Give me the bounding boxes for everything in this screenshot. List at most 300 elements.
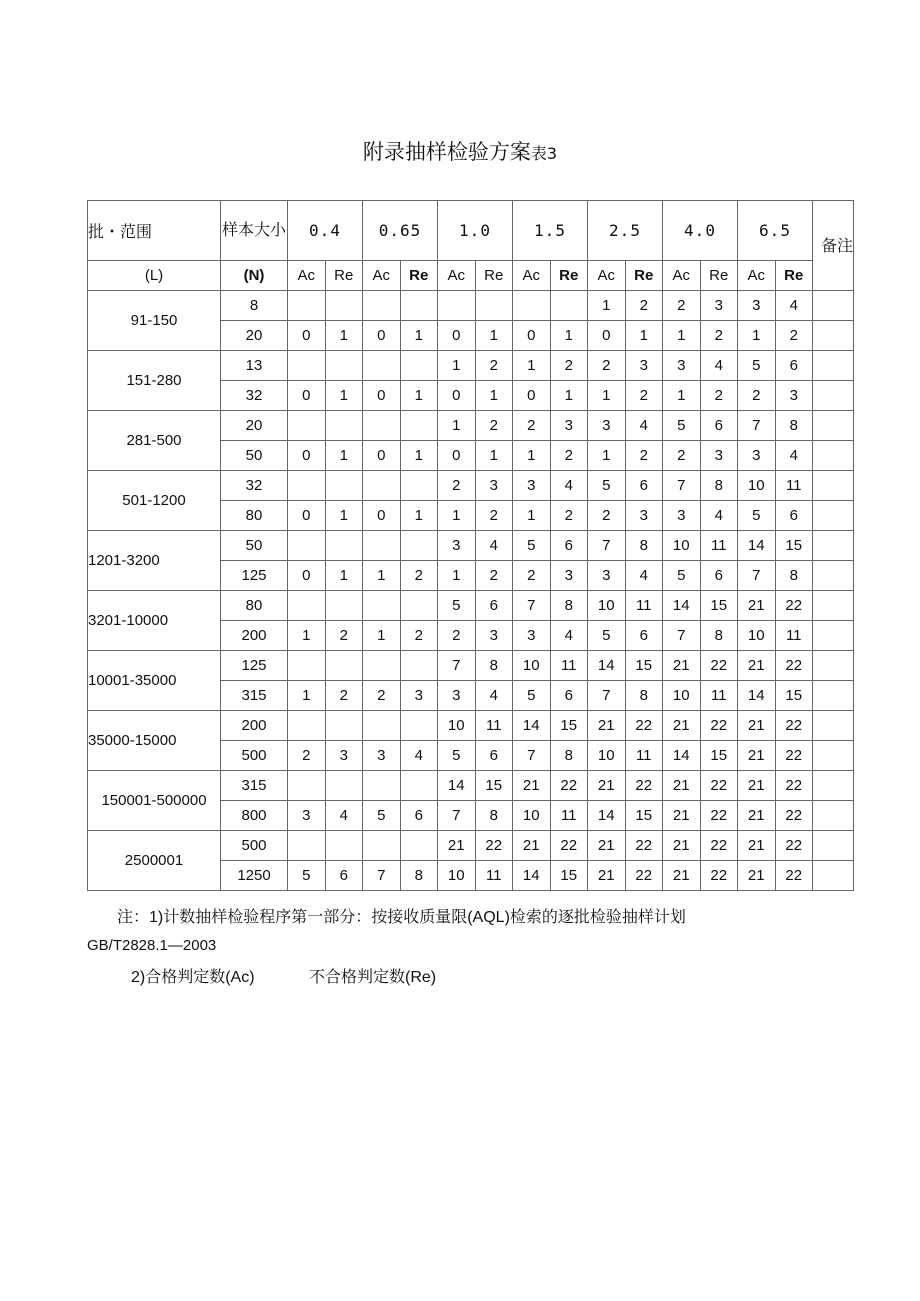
remarks-cell [813, 681, 854, 711]
re-cell: 15 [625, 651, 663, 681]
re-cell: 6 [775, 501, 813, 531]
ac-cell: 14 [588, 801, 626, 831]
remarks-cell [813, 621, 854, 651]
re-cell [325, 771, 363, 801]
ac-cell: 3 [588, 411, 626, 441]
sampling-plan-table [87, 200, 854, 891]
header-remarks: 备注 [813, 201, 854, 291]
re-cell: 22 [700, 771, 738, 801]
ac-cell: 21 [663, 711, 701, 741]
re-cell [400, 591, 438, 621]
header-ac: Ac [663, 261, 701, 291]
header-ac: Ac [363, 261, 401, 291]
ac-cell: 1 [363, 621, 401, 651]
re-cell: 8 [625, 681, 663, 711]
table-row [88, 471, 854, 501]
re-cell: 8 [550, 591, 588, 621]
ac-cell: 21 [438, 831, 476, 861]
sample-size-cell: 80 [221, 501, 288, 531]
remarks-cell [813, 561, 854, 591]
re-cell [400, 711, 438, 741]
ac-cell: 3 [738, 441, 776, 471]
re-cell: 22 [775, 651, 813, 681]
re-cell: 2 [325, 681, 363, 711]
sample-size-cell: 80 [221, 591, 288, 621]
header-aql: 4.0 [663, 201, 738, 261]
remarks-cell [813, 501, 854, 531]
ac-cell: 21 [513, 771, 551, 801]
re-cell: 3 [550, 411, 588, 441]
lot-range-cell: 2500001 [88, 831, 221, 891]
ac-cell [288, 351, 326, 381]
ac-cell: 2 [288, 741, 326, 771]
re-cell: 4 [775, 441, 813, 471]
ac-cell: 2 [588, 351, 626, 381]
ac-cell: 21 [738, 651, 776, 681]
re-cell [325, 411, 363, 441]
re-cell: 2 [400, 561, 438, 591]
re-cell [325, 531, 363, 561]
ac-cell: 1 [513, 441, 551, 471]
ac-cell: 1 [663, 381, 701, 411]
ac-cell: 1 [288, 621, 326, 651]
header-aql: 1.0 [438, 201, 513, 261]
ac-cell: 2 [363, 681, 401, 711]
ac-cell: 7 [738, 561, 776, 591]
re-cell: 8 [775, 561, 813, 591]
ac-cell: 2 [513, 411, 551, 441]
note-2-ac: 2)合格判定数(Ac) [131, 969, 255, 986]
header-ac: Ac [513, 261, 551, 291]
ac-cell: 7 [663, 621, 701, 651]
ac-cell [288, 291, 326, 321]
ac-cell: 14 [738, 531, 776, 561]
re-cell: 4 [325, 801, 363, 831]
table-row [88, 591, 854, 621]
re-cell: 22 [775, 591, 813, 621]
ac-cell: 10 [438, 861, 476, 891]
re-cell: 2 [625, 381, 663, 411]
re-cell: 8 [475, 651, 513, 681]
header-sample-unit: (N) [221, 261, 288, 291]
header-ac: Ac [288, 261, 326, 291]
lot-range-cell: 35000-15000 [88, 711, 221, 771]
ac-cell: 21 [588, 861, 626, 891]
ac-cell: 1 [288, 681, 326, 711]
ac-cell: 5 [738, 501, 776, 531]
header-re: Re [325, 261, 363, 291]
ac-cell: 1 [588, 291, 626, 321]
remarks-cell [813, 801, 854, 831]
ac-cell: 5 [438, 741, 476, 771]
table-row [88, 711, 854, 741]
ac-cell: 5 [663, 561, 701, 591]
re-cell: 4 [775, 291, 813, 321]
ac-cell: 0 [438, 321, 476, 351]
sample-size-cell: 8 [221, 291, 288, 321]
re-cell [325, 351, 363, 381]
re-cell: 6 [700, 561, 738, 591]
re-cell: 4 [475, 681, 513, 711]
ac-cell [363, 531, 401, 561]
ac-cell [438, 291, 476, 321]
ac-cell: 0 [588, 321, 626, 351]
sample-size-cell: 32 [221, 471, 288, 501]
lot-range-cell: 501-1200 [88, 471, 221, 531]
remarks-cell [813, 741, 854, 771]
lot-range-cell: 91-150 [88, 291, 221, 351]
sample-size-cell: 50 [221, 531, 288, 561]
ac-cell: 2 [588, 501, 626, 531]
header-aql: 1.5 [513, 201, 588, 261]
sample-size-cell: 50 [221, 441, 288, 471]
re-cell: 8 [550, 741, 588, 771]
re-cell: 11 [700, 681, 738, 711]
remarks-cell [813, 381, 854, 411]
sample-size-cell: 200 [221, 621, 288, 651]
ac-cell: 10 [663, 531, 701, 561]
ac-cell: 21 [663, 831, 701, 861]
ac-cell: 10 [588, 741, 626, 771]
note-standard: GB/T2828.1—2003 [87, 937, 217, 954]
remarks-cell [813, 771, 854, 801]
re-cell: 6 [400, 801, 438, 831]
re-cell: 1 [550, 321, 588, 351]
header-ac: Ac [588, 261, 626, 291]
re-cell: 3 [475, 471, 513, 501]
ac-cell [363, 411, 401, 441]
header-re: Re [775, 261, 813, 291]
ac-cell: 2 [663, 441, 701, 471]
re-cell: 8 [400, 861, 438, 891]
title-sub: 表3 [530, 144, 558, 163]
sample-size-cell: 1250 [221, 861, 288, 891]
re-cell: 6 [325, 861, 363, 891]
ac-cell: 7 [588, 531, 626, 561]
re-cell: 15 [625, 801, 663, 831]
ac-cell: 1 [438, 411, 476, 441]
re-cell: 2 [700, 321, 738, 351]
ac-cell: 10 [663, 681, 701, 711]
re-cell: 1 [400, 501, 438, 531]
re-cell: 2 [475, 411, 513, 441]
ac-cell: 5 [438, 591, 476, 621]
ac-cell [363, 651, 401, 681]
ac-cell: 21 [513, 831, 551, 861]
ac-cell: 1 [438, 351, 476, 381]
re-cell: 11 [550, 651, 588, 681]
re-cell: 11 [625, 741, 663, 771]
remarks-cell [813, 441, 854, 471]
remarks-cell [813, 831, 854, 861]
re-cell: 3 [475, 621, 513, 651]
ac-cell: 0 [288, 321, 326, 351]
re-cell: 4 [625, 411, 663, 441]
re-cell [475, 291, 513, 321]
ac-cell: 10 [738, 621, 776, 651]
sample-size-cell: 20 [221, 321, 288, 351]
re-cell: 1 [475, 381, 513, 411]
re-cell: 22 [625, 831, 663, 861]
re-cell: 1 [400, 321, 438, 351]
re-cell: 15 [700, 741, 738, 771]
ac-cell: 3 [438, 531, 476, 561]
ac-cell: 2 [438, 621, 476, 651]
re-cell [325, 471, 363, 501]
re-cell: 6 [475, 591, 513, 621]
re-cell: 22 [775, 741, 813, 771]
ac-cell: 21 [738, 741, 776, 771]
ac-cell: 3 [663, 351, 701, 381]
re-cell: 4 [400, 741, 438, 771]
re-cell: 1 [400, 381, 438, 411]
remarks-cell [813, 471, 854, 501]
ac-cell: 14 [663, 741, 701, 771]
re-cell: 11 [625, 591, 663, 621]
re-cell: 22 [625, 771, 663, 801]
table-row [88, 771, 854, 801]
ac-cell [363, 471, 401, 501]
re-cell [400, 531, 438, 561]
re-cell: 15 [550, 861, 588, 891]
ac-cell: 21 [738, 591, 776, 621]
re-cell: 15 [550, 711, 588, 741]
re-cell: 22 [700, 831, 738, 861]
ac-cell: 7 [588, 681, 626, 711]
re-cell: 22 [775, 861, 813, 891]
re-cell: 22 [625, 861, 663, 891]
ac-cell: 5 [738, 351, 776, 381]
sample-size-cell: 20 [221, 411, 288, 441]
re-cell: 3 [400, 681, 438, 711]
re-cell: 3 [550, 561, 588, 591]
ac-cell: 3 [513, 621, 551, 651]
remarks-cell [813, 411, 854, 441]
ac-cell: 3 [438, 681, 476, 711]
sample-size-cell: 500 [221, 741, 288, 771]
re-cell: 4 [700, 501, 738, 531]
re-cell: 22 [775, 831, 813, 861]
re-cell: 6 [625, 621, 663, 651]
ac-cell: 1 [363, 561, 401, 591]
ac-cell: 7 [438, 801, 476, 831]
re-cell [400, 291, 438, 321]
ac-cell: 3 [738, 291, 776, 321]
header-re: Re [700, 261, 738, 291]
ac-cell: 3 [588, 561, 626, 591]
ac-cell: 14 [738, 681, 776, 711]
ac-cell [288, 831, 326, 861]
lot-range-cell: 150001-500000 [88, 771, 221, 831]
ac-cell: 0 [438, 381, 476, 411]
header-re: Re [625, 261, 663, 291]
ac-cell: 1 [513, 501, 551, 531]
sample-size-cell: 125 [221, 561, 288, 591]
ac-cell [363, 711, 401, 741]
remarks-cell [813, 531, 854, 561]
re-cell: 22 [625, 711, 663, 741]
re-cell: 2 [475, 561, 513, 591]
re-cell: 11 [475, 711, 513, 741]
ac-cell: 21 [588, 831, 626, 861]
remarks-cell [813, 351, 854, 381]
ac-cell: 5 [288, 861, 326, 891]
re-cell: 22 [700, 651, 738, 681]
re-cell [325, 711, 363, 741]
sample-size-cell: 13 [221, 351, 288, 381]
ac-cell: 1 [663, 321, 701, 351]
ac-cell: 5 [588, 621, 626, 651]
re-cell: 22 [700, 711, 738, 741]
sample-size-cell: 315 [221, 771, 288, 801]
re-cell [400, 351, 438, 381]
sample-size-cell: 315 [221, 681, 288, 711]
header-row [88, 201, 854, 261]
ac-cell: 5 [513, 681, 551, 711]
ac-cell: 7 [663, 471, 701, 501]
ac-cell: 3 [663, 501, 701, 531]
re-cell: 22 [550, 831, 588, 861]
re-cell [400, 411, 438, 441]
table-row [88, 831, 854, 861]
note-1: 注：1)计数抽样检验程序第一部分：按接收质量限(AQL)检索的逐批检验抽样计划 [117, 909, 686, 926]
ac-cell: 0 [363, 441, 401, 471]
re-cell: 3 [325, 741, 363, 771]
header-ac: Ac [438, 261, 476, 291]
re-cell [550, 291, 588, 321]
table-row [88, 291, 854, 321]
ac-cell: 10 [588, 591, 626, 621]
re-cell: 22 [700, 801, 738, 831]
lot-range-cell: 281-500 [88, 411, 221, 471]
re-cell: 11 [475, 861, 513, 891]
re-cell: 2 [550, 441, 588, 471]
lot-range-cell: 10001-35000 [88, 651, 221, 711]
re-cell: 3 [625, 351, 663, 381]
sample-size-cell: 125 [221, 651, 288, 681]
table-row [88, 351, 854, 381]
re-cell: 6 [700, 411, 738, 441]
ac-cell [288, 591, 326, 621]
ac-cell: 21 [663, 771, 701, 801]
ac-cell: 0 [513, 321, 551, 351]
ac-cell: 10 [438, 711, 476, 741]
re-cell: 22 [775, 801, 813, 831]
ac-cell: 7 [738, 411, 776, 441]
re-cell: 8 [775, 411, 813, 441]
ac-cell: 3 [363, 741, 401, 771]
re-cell: 3 [700, 291, 738, 321]
ac-cell: 2 [738, 381, 776, 411]
re-cell: 1 [325, 381, 363, 411]
lot-range-cell: 3201-10000 [88, 591, 221, 651]
ac-cell [363, 291, 401, 321]
re-cell: 3 [775, 381, 813, 411]
ac-cell [288, 531, 326, 561]
ac-cell [288, 471, 326, 501]
header-lot-unit: (L) [88, 261, 221, 291]
re-cell [325, 291, 363, 321]
ac-cell: 5 [588, 471, 626, 501]
ac-cell: 7 [513, 591, 551, 621]
re-cell: 6 [475, 741, 513, 771]
re-cell: 8 [700, 621, 738, 651]
re-cell [400, 651, 438, 681]
re-cell: 2 [625, 291, 663, 321]
ac-cell: 0 [363, 381, 401, 411]
ac-cell: 1 [438, 501, 476, 531]
header-ac: Ac [738, 261, 776, 291]
ac-cell: 1 [588, 381, 626, 411]
ac-cell: 0 [288, 501, 326, 531]
header-sample-size: 样本大小 [221, 201, 288, 261]
re-cell: 3 [700, 441, 738, 471]
re-cell: 11 [775, 621, 813, 651]
re-cell: 4 [700, 351, 738, 381]
re-cell: 15 [700, 591, 738, 621]
ac-cell: 0 [288, 561, 326, 591]
re-cell: 1 [550, 381, 588, 411]
re-cell: 6 [775, 351, 813, 381]
table-row [88, 531, 854, 561]
ac-cell: 7 [363, 861, 401, 891]
sample-size-cell: 32 [221, 381, 288, 411]
ac-cell: 5 [513, 531, 551, 561]
ac-cell: 1 [513, 351, 551, 381]
ac-cell: 3 [513, 471, 551, 501]
remarks-cell [813, 321, 854, 351]
remarks-cell [813, 291, 854, 321]
re-cell: 1 [400, 441, 438, 471]
re-cell: 6 [625, 471, 663, 501]
re-cell: 8 [475, 801, 513, 831]
ac-cell [363, 591, 401, 621]
re-cell: 15 [775, 531, 813, 561]
header-aql: 6.5 [738, 201, 813, 261]
re-cell: 2 [700, 381, 738, 411]
ac-cell: 0 [288, 441, 326, 471]
ac-cell: 5 [363, 801, 401, 831]
re-cell: 2 [625, 441, 663, 471]
ac-cell: 14 [438, 771, 476, 801]
re-cell: 1 [325, 501, 363, 531]
ac-cell: 14 [513, 861, 551, 891]
ac-cell: 14 [663, 591, 701, 621]
re-cell: 15 [475, 771, 513, 801]
ac-cell [288, 651, 326, 681]
table-row [88, 411, 854, 441]
ac-cell: 21 [588, 771, 626, 801]
remarks-cell [813, 651, 854, 681]
re-cell: 1 [625, 321, 663, 351]
re-cell: 22 [775, 771, 813, 801]
re-cell: 2 [400, 621, 438, 651]
remarks-cell [813, 711, 854, 741]
ac-cell: 21 [663, 861, 701, 891]
ac-cell: 10 [738, 471, 776, 501]
ac-cell [363, 831, 401, 861]
ac-cell: 14 [513, 711, 551, 741]
ac-cell: 1 [588, 441, 626, 471]
ac-cell [288, 711, 326, 741]
ac-cell: 5 [663, 411, 701, 441]
ac-cell: 21 [738, 711, 776, 741]
re-cell: 4 [550, 471, 588, 501]
page-title [0, 136, 920, 166]
ac-cell: 21 [663, 801, 701, 831]
re-cell: 2 [475, 501, 513, 531]
ac-cell: 2 [513, 561, 551, 591]
